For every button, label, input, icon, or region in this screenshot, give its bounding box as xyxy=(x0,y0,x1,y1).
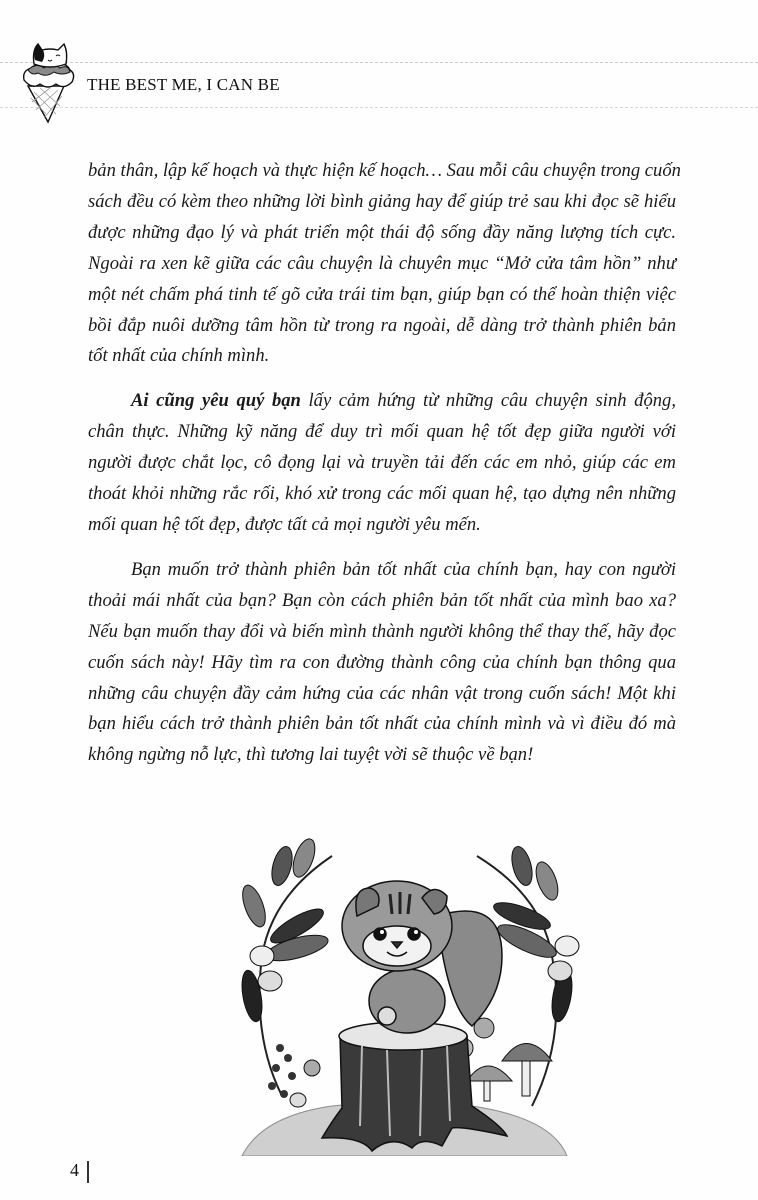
text-line: Nếu bạn muốn thay đổi và biến mình thành người không thể thay thế, hãy đọc xyxy=(88,620,676,642)
page-header xyxy=(0,0,758,130)
page-number-rule xyxy=(87,1161,89,1183)
text-line: thoải mái nhất của bạn? Bạn còn cách phiên bản tốt nhất của mình bao xa? xyxy=(88,589,676,611)
text-line: Ngoài ra xen kẽ giữa các câu chuyện là chuyên mục “Mở cửa tâm hồn” như xyxy=(88,252,676,274)
text-line: bạn hiểu cách trở thành phiên bản tốt nhất của chính mình và vì điều đó mà xyxy=(88,713,676,735)
text-line: cuốn sách này! Hãy tìm ra con đường thành công của chính bạn thông qua xyxy=(88,651,676,673)
text-line: thoát khỏi những rắc rối, khó xử trong các mối quan hệ, tạo dựng nên những xyxy=(88,483,676,505)
squirrel-on-stump-illustration xyxy=(222,836,584,1156)
book-title-emphasis: Ai cũng yêu quý bạn xyxy=(131,390,301,412)
text-fragment: lấy cảm hứng từ những câu chuyện sinh động, xyxy=(300,390,676,412)
text-line: một nét chấm phá tinh tế gõ cửa trái tim bạn, giúp bạn có thể hoàn thiện việc xyxy=(88,283,676,305)
text-line: những câu chuyện đầy cảm hứng của các nhân vật trong cuốn sách! Một khi xyxy=(88,682,676,704)
text-line: sách đều có kèm theo những lời bình giảng hay để giúp trẻ sau khi đọc sẽ hiểu xyxy=(88,190,676,212)
text-line: người được chắt lọc, cô đọng lại và truyền tải đến các em nhỏ, giúp các em xyxy=(88,452,676,474)
text-line: tốt nhất của chính mình. xyxy=(88,345,270,367)
text-line: bồi đắp nuôi dưỡng tâm hồn từ trong ra ngoài, dễ dàng trở thành phiên bản xyxy=(88,314,676,336)
paragraph-1 xyxy=(88,156,681,372)
text-line: mối quan hệ tốt đẹp, được tất cả mọi người yêu mến. xyxy=(88,513,481,535)
text-line: Bạn muốn trở thành phiên bản tốt nhất của chính bạn, hay con người xyxy=(131,558,676,580)
text-line: chân thực. Những kỹ năng để duy trì mối quan hệ tốt đẹp giữa người với xyxy=(88,421,676,443)
text-line: bản thân, lập kế hoạch và thực hiện kế hoạch… Sau mỗi câu chuyện trong cuốn xyxy=(88,160,681,181)
squirrel xyxy=(342,881,502,1033)
text-line xyxy=(88,386,676,417)
text-line: không ngừng nỗ lực, thì tương lai tuyệt vời sẽ thuộc về bạn! xyxy=(88,744,534,766)
body-text xyxy=(88,156,681,771)
text-line: được những đạo lý và phát triển một thái độ sống đầy năng lượng tích cực. xyxy=(88,221,676,243)
header-dashed-line-bottom xyxy=(0,107,758,108)
running-title: THE BEST ME, I CAN BE xyxy=(87,75,280,94)
paragraph-2 xyxy=(88,386,676,541)
ice-cream-cat-icon xyxy=(18,40,78,126)
page-number: 4 xyxy=(70,1160,79,1180)
header-dashed-line-top xyxy=(0,62,758,63)
paragraph-3 xyxy=(88,555,676,771)
